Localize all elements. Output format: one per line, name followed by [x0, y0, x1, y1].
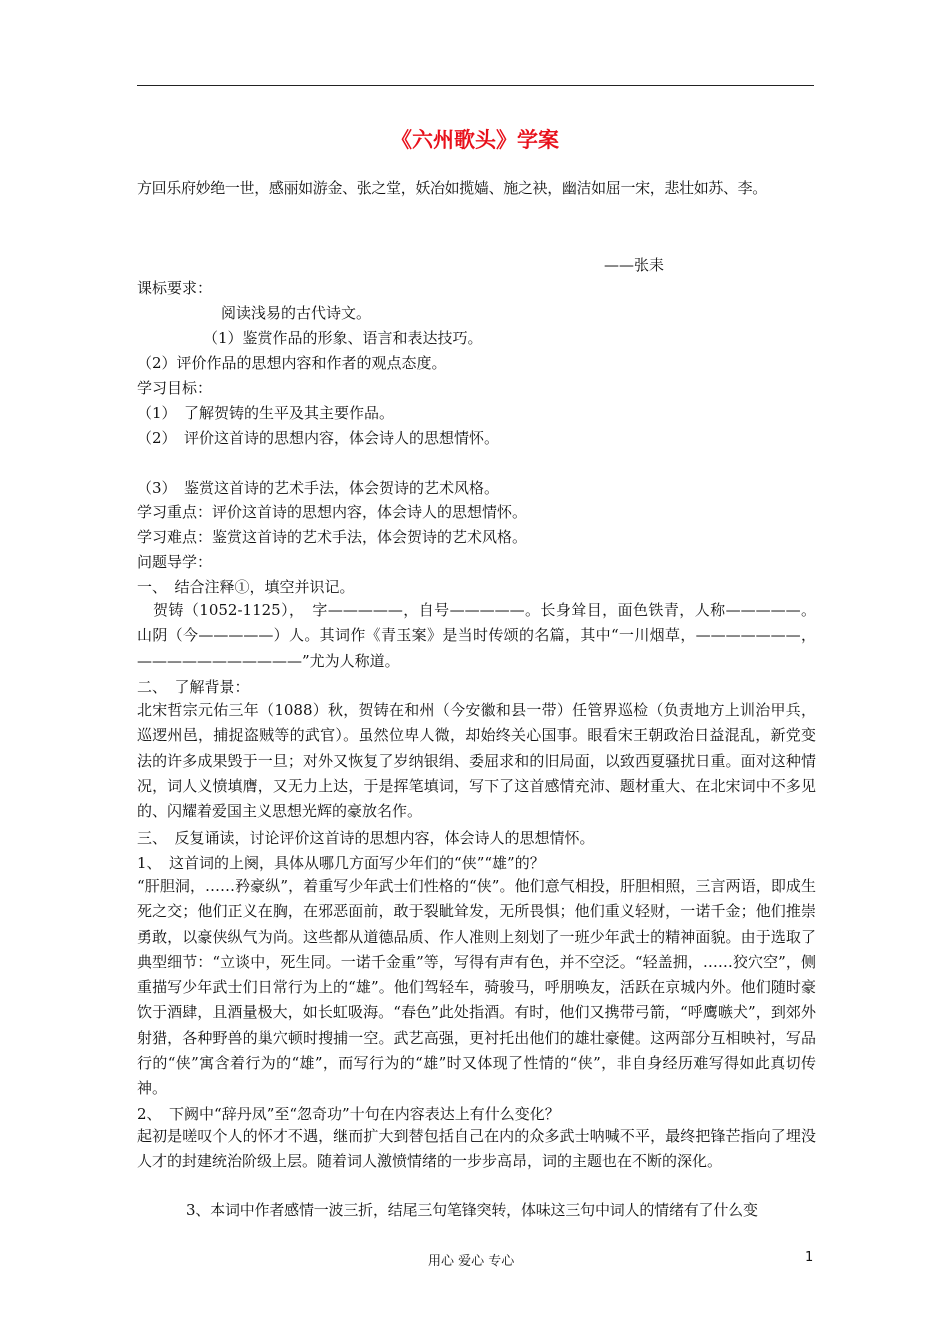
- header-rule: [137, 85, 814, 86]
- kebiao-item-1: 阅读浅易的古代诗文。: [221, 304, 372, 322]
- epigraph-attribution: ——张耒: [604, 256, 665, 274]
- kebiao-item-2: （1）鉴赏作品的形象、语言和表达技巧。: [203, 329, 483, 347]
- mubiao-heading: 学习目标：: [137, 379, 213, 397]
- mubiao-item-1: （1） 了解贺铸的生平及其主要作品。: [137, 404, 395, 422]
- page-title: 《六州歌头》学案: [391, 128, 559, 152]
- section-3-heading: 三、 反复诵读，讨论评价这首诗的思想内容，体会诗人的思想情怀。: [137, 829, 595, 847]
- epigraph-text: 方回乐府妙绝一世，感丽如游金、张之堂，妖冶如揽嫱、施之袂，幽洁如屈一宋，悲壮如苏、李。: [137, 179, 767, 197]
- answer-1-paragraph: “肝胆洞，……矜豪纵”，着重写少年武士们性格的“侠”。他们意气相投，肝胆相照，三言两语，即成生死之交；他们正义在胸，在邪恶面前，敢于裂眦耸发，无所畏惧；他们重义轻财，一诺千金；他们推崇勇敢，以豪侠纵气为尚。这些都从道德品质、作人准则上刻划了一班少年武士的精神面貌。由于选取了典型细节：“立谈中，死生同。一诺千金重”等，写得有声有色，并不空泛。“轻盖拥，……狡穴空”，侧重描写少年武士们日常行为上的“雄”。他们驾轻车，骑骏马，呼朋唤友，活跃在京城内外。他们随时豪饮于酒肆，且酒量极大，如长虹吸海。“春色”此处指酒。有时，他们又携带弓箭，“呼鹰嗾犬”，到郊外射猎，各种野兽的巢穴顿时搜捕一空。武艺高强，更衬托出他们的雄壮豪健。这两部分互相映衬，写品行的“侠”寓含着行为的“雄”，而写行为的“雄”时又体现了性情的“侠”，非自身经历难写得如此真切传神。: [137, 877, 816, 1098]
- answer-2-paragraph: 起初是嗟叹个人的怀才不遇，继而扩大到替包括自己在内的众多武士呐喊不平，最终把锋芒指向了埋没人才的封建统治阶级上层。随着词人激愤情绪的一步步高昂，词的主题也在不断的深化。: [137, 1127, 816, 1171]
- mubiao-item-2: （2） 评价这首诗的思想内容，体会诗人的思想情怀。: [137, 429, 500, 447]
- section-2-heading: 二、 了解背景：: [137, 678, 250, 696]
- mubiao-item-3: （3） 鉴赏这首诗的艺术手法，体会贺诗的艺术风格。: [137, 479, 500, 497]
- footer-text: 用心 爱心 专心: [428, 1254, 515, 1269]
- question-3: 3、本词中作者感情一波三折，结尾三句笔锋突转，体味这三句中词人的情绪有了什么变: [186, 1201, 758, 1219]
- question-1: 1、 这首词的上阕，具体从哪几方面写少年们的“侠”“雄”的？: [137, 854, 545, 872]
- nandian-line: 学习难点：鉴赏这首诗的艺术手法，体会贺诗的艺术风格。: [137, 528, 528, 546]
- question-2: 2、 下阙中“辞丹凤”至“忽奇功”十句在内容表达上有什么变化？: [137, 1105, 560, 1123]
- section-1-heading: 一、 结合注释①，填空并识记。: [137, 578, 355, 596]
- background-paragraph: 北宋哲宗元佑三年（1088）秋，贺铸在和州（今安徽和县一带）任管界巡检（负责地方上训治甲兵，巡逻州邑，捕捉盗贼等的武官）。虽然位卑人微，却始终关心国事。眼看宋王朝政治日益混乱，新党变法的许多成果毁于一旦；对外又恢复了岁纳银绢、委屈求和的旧局面，以致西夏骚扰日重。面对这种情况，词人义愤填膺，又无力上达，于是挥笔填词，写下了这首感情充沛、题材重大、在北宋词中不多见的、闪耀着爱国主义思想光辉的豪放名作。: [137, 701, 816, 821]
- fill-blank-paragraph: 贺铸（1052-1125）， 字—————，自号—————。长身耸目，面色铁青，人称—————。山阴（今—————）人。其词作《青玉案》是当时传颂的名篇，其中“一川烟草，———————，———————————”尤为人称道。: [137, 601, 816, 670]
- zhongdian-line: 学习重点：评价这首诗的思想内容，体会诗人的思想情怀。: [137, 503, 528, 521]
- kebiao-item-3: （2）评价作品的思想内容和作者的观点态度。: [137, 354, 447, 372]
- page-number: 1: [805, 1250, 814, 1265]
- kebiao-heading: 课标要求：: [137, 279, 213, 297]
- daoxue-heading: 问题导学：: [137, 553, 213, 571]
